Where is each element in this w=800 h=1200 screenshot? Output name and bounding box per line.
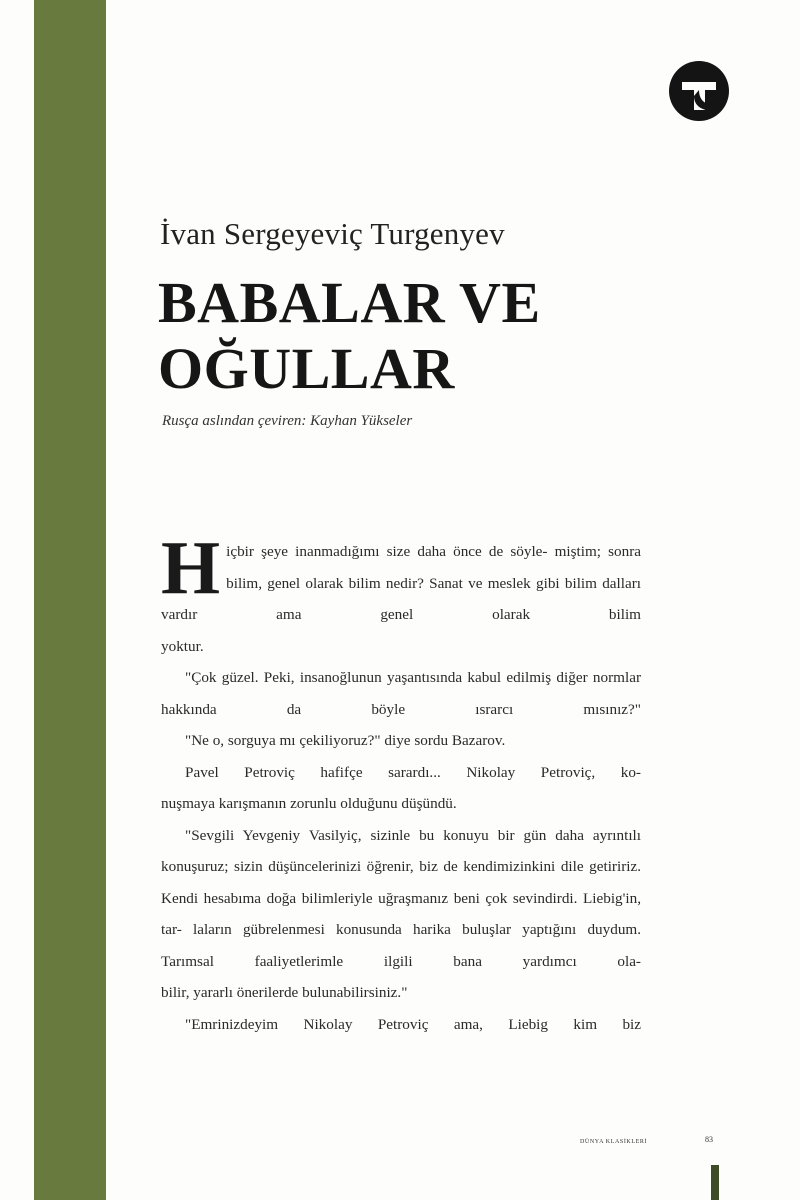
- page-number: 83: [705, 1135, 713, 1144]
- excerpt-paragraph-1: [161, 526, 642, 631]
- excerpt-paragraph-1-end: [161, 631, 641, 663]
- excerpt-paragraph-2: [161, 662, 641, 725]
- book-title: [158, 270, 541, 402]
- excerpt-line: "Emrinizdeyim Nikolay Petroviç ama, Liebig kim biz: [185, 1015, 641, 1033]
- series-name: DÜNYA KLASİKLERİ: [580, 1139, 648, 1145]
- excerpt-line: ve meslek gibi bilim dalları vardır ama genel olarak bilim: [161, 574, 642, 623]
- excerpt-line: içbir şeye inanmadığımı size daha önce de söyle-: [226, 543, 548, 560]
- excerpt-text: [161, 526, 642, 1040]
- excerpt-paragraph-5: [161, 820, 641, 978]
- excerpt-line: bilir, yararlı önerilerde bulunabilirsiniz.": [161, 984, 408, 1001]
- excerpt-line: yoktur.: [161, 637, 204, 655]
- excerpt-line: laların gübrelenmesi konusunda harika buluşlar yaptığını: [192, 921, 577, 938]
- excerpt-paragraph-5-end: [161, 977, 641, 1009]
- excerpt-paragraph-4-end: [161, 788, 641, 820]
- translator-credit: Rusça aslından çeviren: Kayhan Yükseler: [162, 413, 413, 429]
- author-name: İvan Sergeyeviç Turgenyev: [160, 216, 505, 251]
- excerpt-line: "Sevgili Yevgeniy Vasilyiç, sizinle bu konuyu bir gün: [185, 826, 547, 844]
- excerpt-line: nuşmaya karışmanın zorunlu olduğunu düşündü.: [161, 795, 457, 812]
- publisher-logo-icon: [668, 60, 730, 122]
- spine-edge-mark: [711, 1165, 719, 1200]
- excerpt-line: "Ne o, sorguya mı çekiliyoruz?" diye sordu Bazarov.: [185, 732, 506, 749]
- excerpt-line: Pavel Petroviç hafifçe sarardı... Nikolay Petroviç, ko-: [185, 763, 641, 781]
- excerpt-line: duydum. Tarımsal faaliyetlerimle ilgili bana yardımcı ola-: [161, 921, 642, 970]
- book-title-line-2: OĞULLAR: [158, 336, 455, 401]
- excerpt-line: bilimleriyle uğraşmanız beni çok sevindirdi. Liebig'in, tar-: [161, 889, 641, 938]
- book-title-line-1: BABALAR VE: [158, 270, 541, 335]
- excerpt-line: daha ayrıntılı konuşuruz; sizin düşüncelerinizi öğrenir,: [161, 826, 641, 875]
- excerpt-paragraph-6: [161, 1009, 641, 1041]
- cover-spine-band: [34, 0, 106, 1200]
- excerpt-line: miştim; sonra bilim, genel olarak bilim nedir? Sanat: [226, 543, 641, 592]
- excerpt-line: edilmiş diğer normlar hakkında da böyle ısrarcı mısınız?": [161, 669, 642, 718]
- excerpt-line: biz de kendimizinkini dile getiririz. Kendi hesabıma doğa: [161, 858, 642, 907]
- excerpt-paragraph-3: [161, 725, 641, 757]
- excerpt-line: "Çok güzel. Peki, insanoğlunun yaşantısında kabul: [185, 669, 502, 686]
- excerpt-paragraph-4: [161, 757, 641, 789]
- drop-cap: H: [161, 526, 221, 610]
